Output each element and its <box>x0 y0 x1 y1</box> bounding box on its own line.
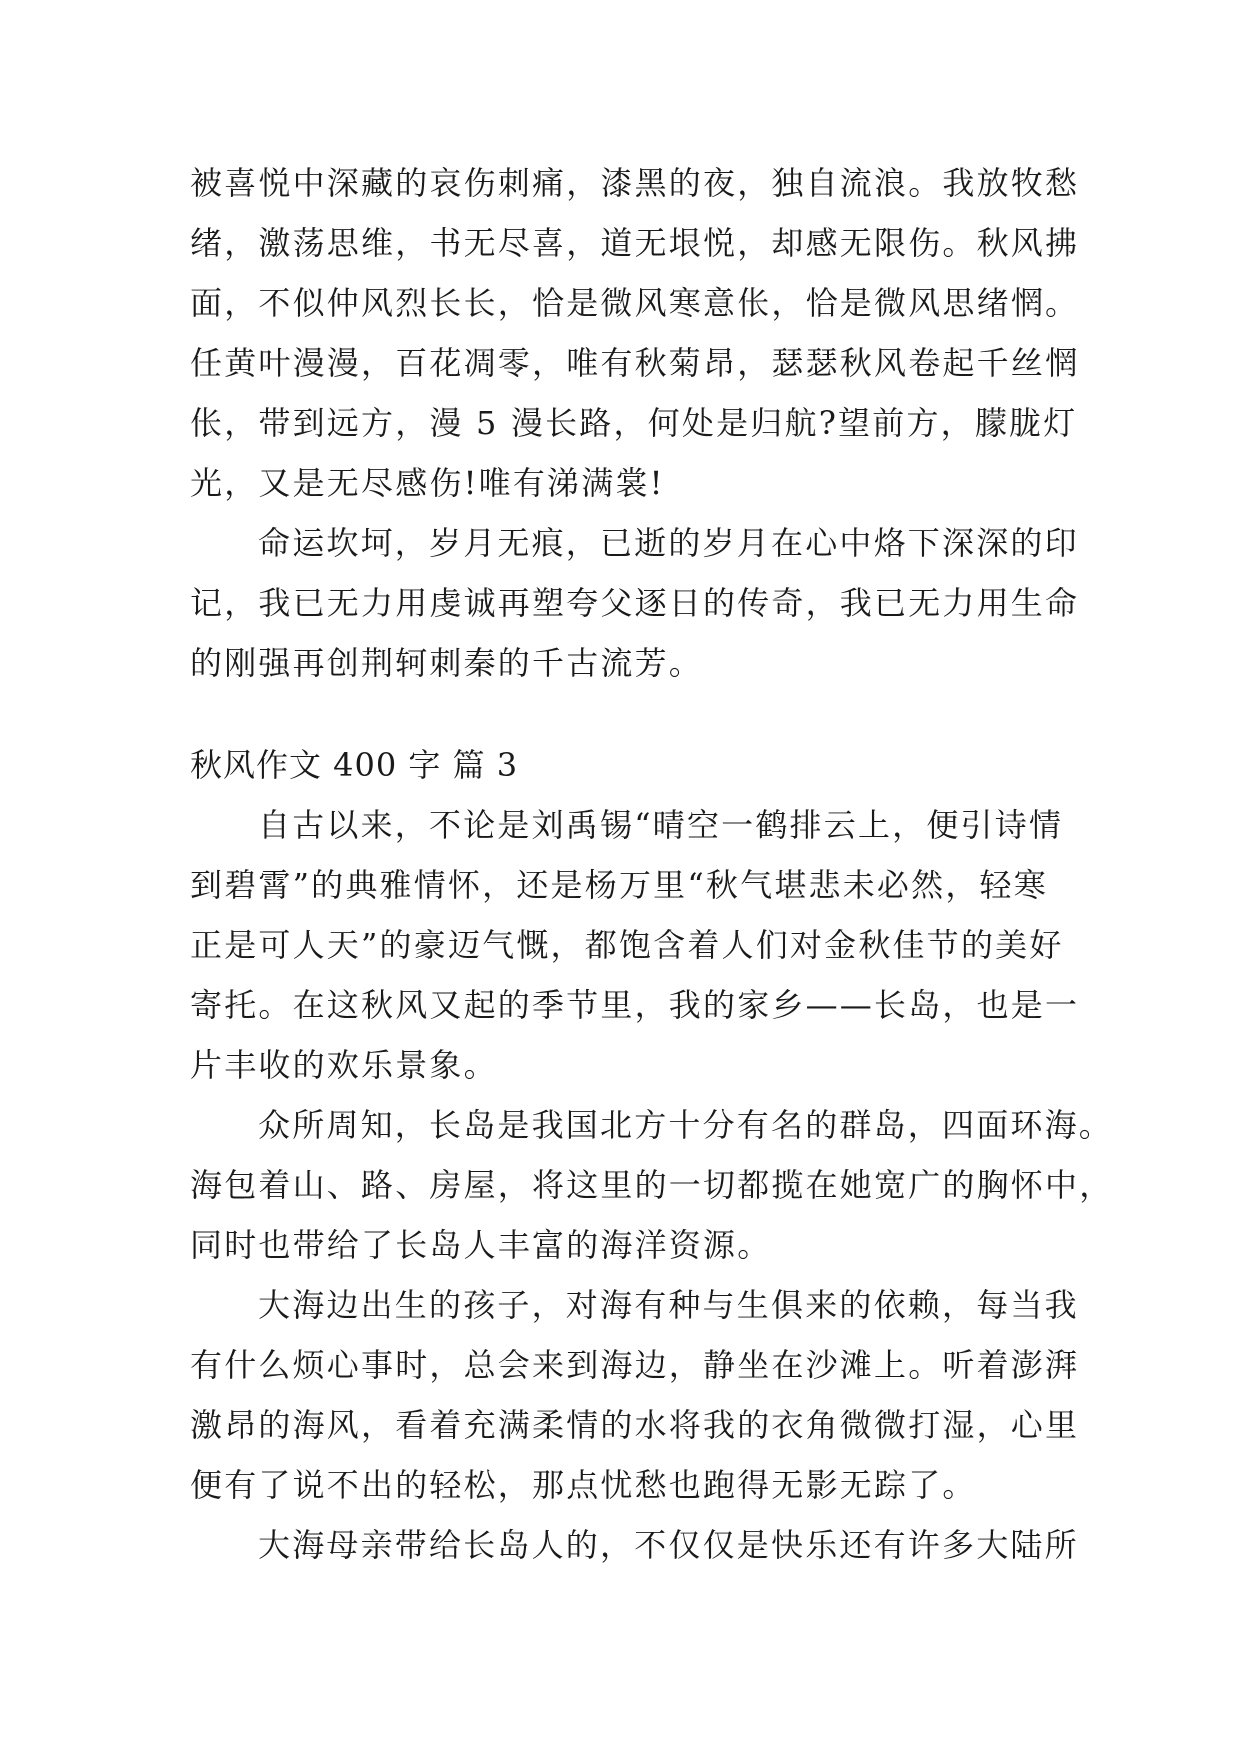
paragraph-line: 绪，激荡思维，书无尽喜，道无垠悦，却感无限伤。秋风拂 <box>190 224 1080 262</box>
paragraph-line: 有什么烦心事时，总会来到海边，静坐在沙滩上。听着澎湃 <box>190 1346 1080 1384</box>
paragraph-line: 光，又是无尽感伤!唯有涕满裳! <box>190 464 665 502</box>
paragraph-line: 到碧霄”的典雅情怀，还是杨万里“秋气堪悲未必然，轻寒 <box>190 866 1048 904</box>
paragraph-line: 大海边出生的孩子，对海有种与生俱来的依赖，每当我 <box>258 1286 1079 1324</box>
paragraph-line: 海包着山、路、房屋，将这里的一切都揽在她宽广的胸怀中， <box>190 1166 1114 1204</box>
paragraph-line: 正是可人天”的豪迈气慨，都饱含着人们对金秋佳节的美好 <box>190 926 1064 964</box>
paragraph-line: 任黄叶漫漫，百花凋零，唯有秋菊昂，瑟瑟秋风卷起千丝惘 <box>190 344 1080 382</box>
paragraph-line: 记，我已无力用虔诚再塑夸父逐日的传奇，我已无力用生命 <box>190 584 1080 622</box>
paragraph-line: 便有了说不出的轻松，那点忧愁也跑得无影无踪了。 <box>190 1466 977 1504</box>
paragraph-line: 片丰收的欢乐景象。 <box>190 1046 498 1084</box>
paragraph-line: 自古以来，不论是刘禹锡“晴空一鹤排云上，便引诗情 <box>258 806 1064 844</box>
paragraph-line: 大海母亲带给长岛人的，不仅仅是快乐还有许多大陆所 <box>258 1526 1079 1564</box>
paragraph-line: 被喜悦中深藏的哀伤刺痛，漆黑的夜，独自流浪。我放牧愁 <box>190 164 1080 202</box>
paragraph-line: 众所周知，长岛是我国北方十分有名的群岛，四面环海。 <box>258 1106 1114 1144</box>
paragraph-line: 的刚强再创荆轲刺秦的千古流芳。 <box>190 644 704 682</box>
paragraph-line: 面，不似仲风烈长长，恰是微风寒意伥，恰是微风思绪惘。 <box>190 284 1080 322</box>
section-heading: 秋风作文 400 字 篇 3 <box>190 746 519 784</box>
paragraph-line: 命运坎坷，岁月无痕，已逝的岁月在心中烙下深深的印 <box>258 524 1079 562</box>
paragraph-line: 伥，带到远方，漫 5 漫长路，何处是归航?望前方，朦胧灯 <box>190 404 1078 442</box>
paragraph-line: 激昂的海风，看着充满柔情的水将我的衣角微微打湿，心里 <box>190 1406 1080 1444</box>
paragraph-line: 同时也带给了长岛人丰富的海洋资源。 <box>190 1226 772 1264</box>
paragraph-line: 寄托。在这秋风又起的季节里，我的家乡——长岛，也是一 <box>190 986 1080 1024</box>
